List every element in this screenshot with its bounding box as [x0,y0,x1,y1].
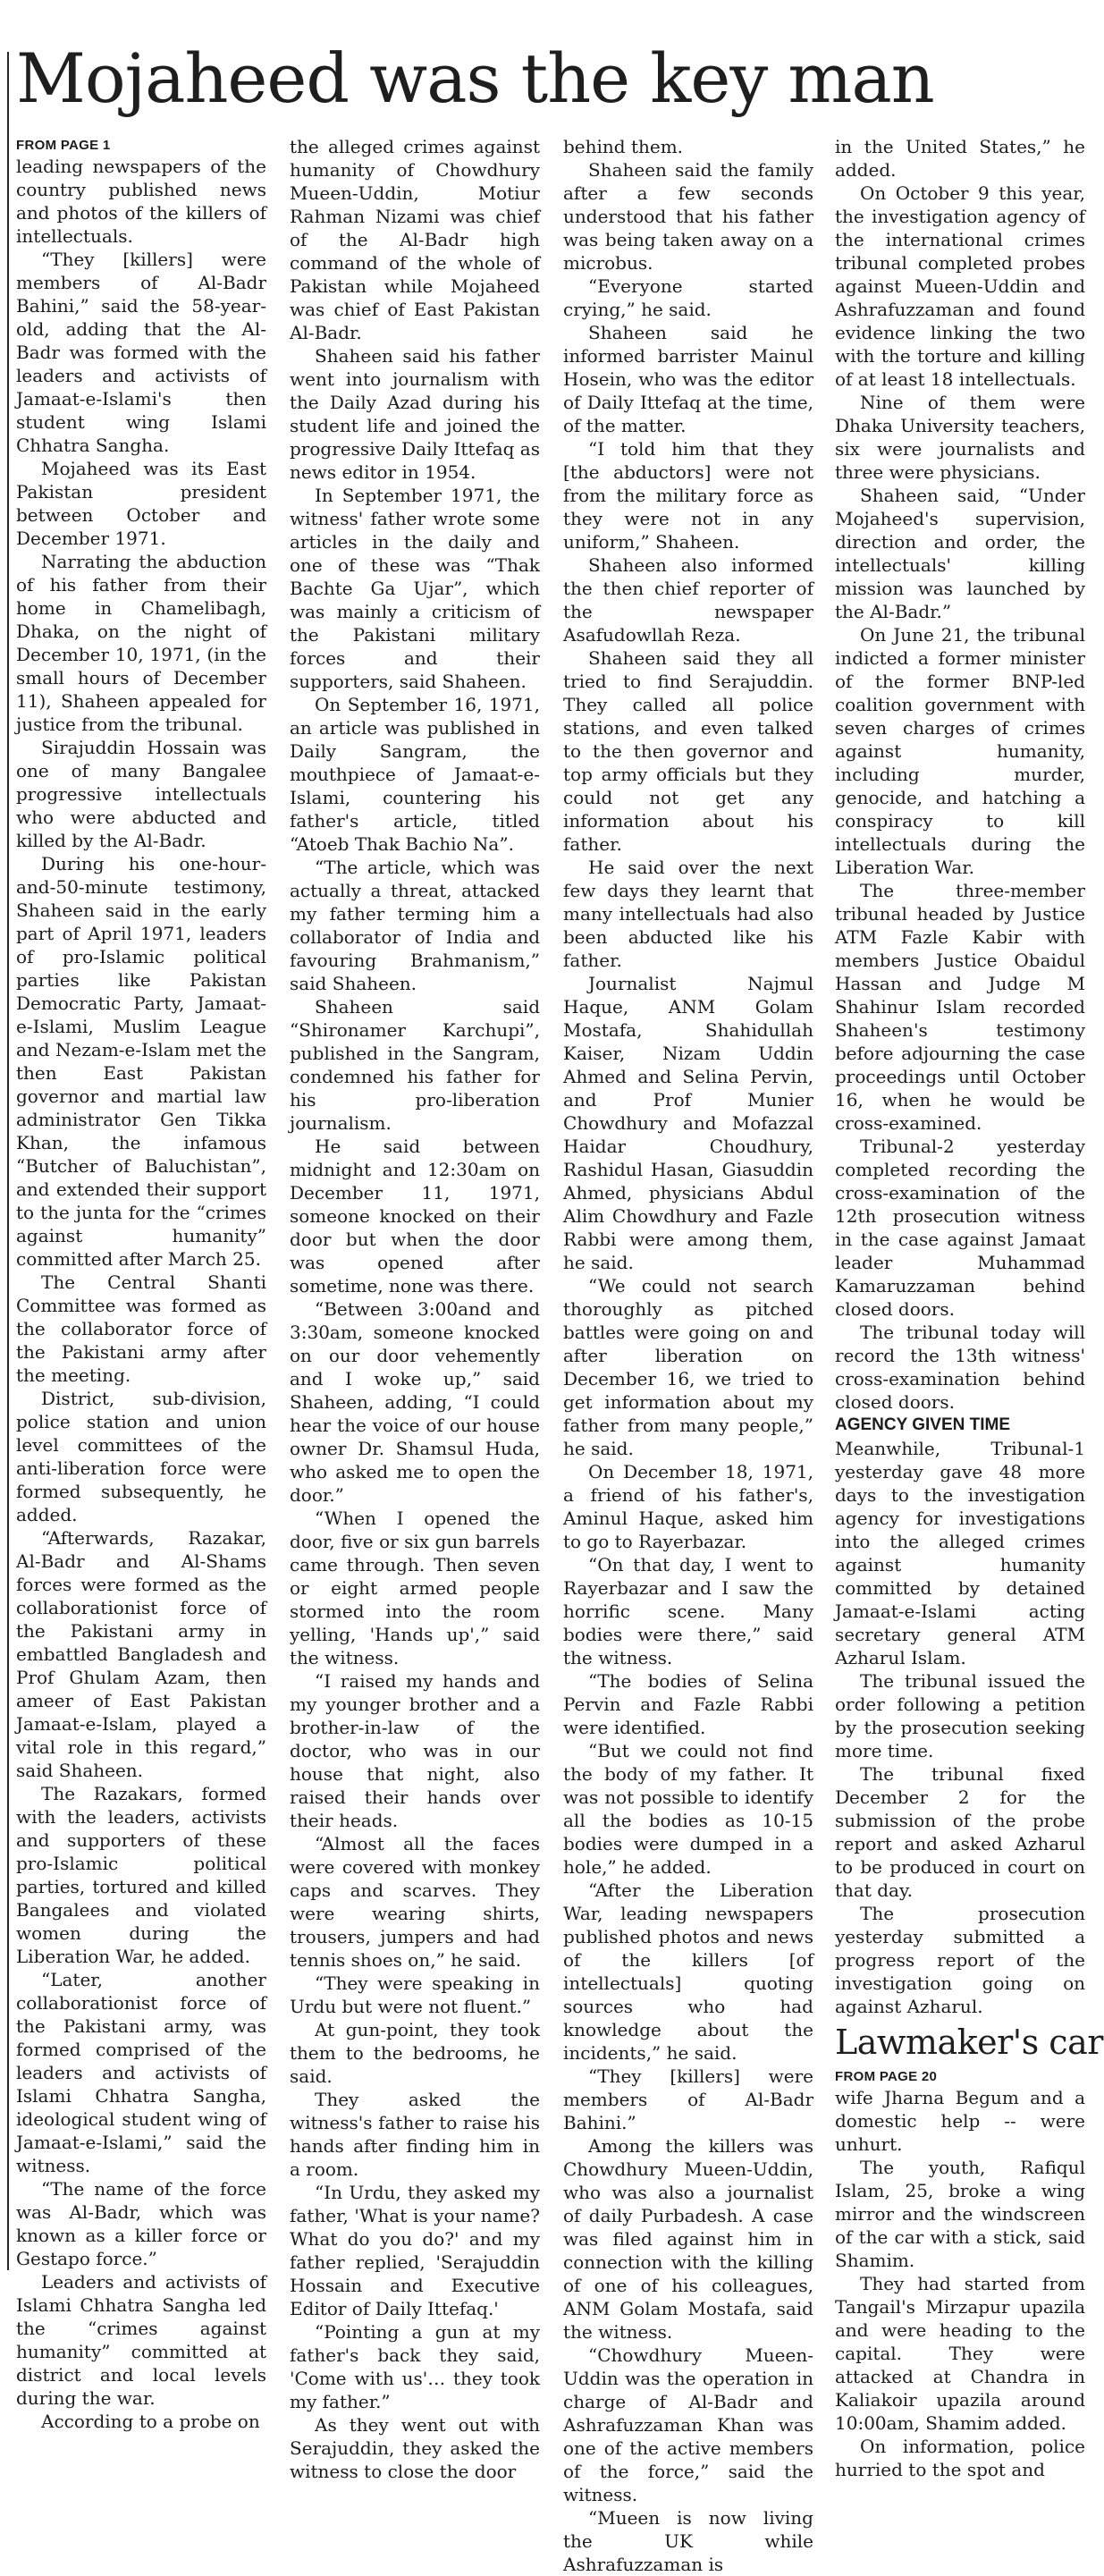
article-paragraph: They asked the witness's father to raise his hands after finding him in a room. [290,2089,540,2180]
article-paragraph: Mojaheed was its East Pakistan president between October and December 1971. [16,458,266,549]
article-paragraph: “In Urdu, they asked my father, 'What is your name? What do you do?' and my father replied, 'Serajuddin Hossain and Executive Editor of Daily Ittefaq.' [290,2182,540,2319]
article-paragraph: “Pointing a gun at my father's back they said, 'Come with us'… they took my father.” [290,2321,540,2412]
article-paragraph: Among the killers was Chowdhury Mueen-Uddin, who was also a journalist of daily Purbadesh. A case was filed against him in connection with the killing of one of his colleagues, ANM Golam Mostafa, said the witness. [563,2135,813,2343]
article-paragraph: On September 16, 1971, an article was published in Daily Sangram, the mouthpiece of Jamaat-e-Islami, countering his father's article, titled “Atoeb Thak Bachio Na”. [290,694,540,855]
subhead-agency-given-time: AGENCY GIVEN TIME [835,1415,1011,1434]
article-paragraph: The tribunal today will record the 13th witness' cross-examination behind closed doors. [835,1322,1085,1413]
second-story-headline: Lawmaker's car [835,2023,1103,2062]
article-paragraph: Leaders and activists of Islami Chhatra Sangha led the “crimes against humanity” committed at district and local levels during the war. [16,2271,266,2409]
article-paragraph: “Afterwards, Razakar, Al-Badr and Al-Shams forces were formed as the collaborationist force of the Pakistani army in embattled Bangladesh and Prof Ghulam Azam, then ameer of East Pakistan Jamaat-e-Islam, played a vital role in this regard,” said Shaheen. [16,1527,266,1781]
second-story-kicker: FROM PAGE 20 [835,2069,938,2084]
article-paragraph: On information, police hurried to the spot and [835,2436,1085,2480]
article-column-1 [16,135,266,2432]
article-paragraph: During his one-hour-and-50-minute testimony, Shaheen said in the early part of April 1971, leaders of pro-Islamic political parties like Pakistan Democratic Party, Jamaat-e-Islami, Muslim League and Nezam-e-Islam met the then East Pakistan governor and martial law administrator Gen Tikka Khan, the infamous “Butcher of Baluchistan”, and extended their support to the junta for the “crimes against humanity” committed after March 25. [16,853,266,1270]
article-paragraph: “The bodies of Selina Pervin and Fazle Rabbi were identified. [563,1670,813,1738]
article-paragraph: Narrating the abduction of his father from their home in Chamelibagh, Dhaka, on the night of December 10, 1971, (in the small hours of December 11), Shaheen appealed for justice from the tribunal. [16,551,266,735]
article-paragraph: behind them. [563,136,684,157]
article-paragraph: He said between midnight and 12:30am on December 11, 1971, someone knocked on their door but when the door was opened after sometime, none was there. [290,1136,540,1296]
article-paragraph: “We could not search thoroughly as pitched battles were going on and after liberation on December 16, we tried to get information about my father from many people,” he said. [563,1275,813,1459]
article-paragraph: Sirajuddin Hossain was one of many Bangalee progressive intellectuals who were abducted and killed by the Al-Badr. [16,737,266,851]
article-column-2 [290,135,540,2482]
article-paragraph: At gun-point, they took them to the bedrooms, he said. [290,2019,540,2087]
article-paragraph: “The article, which was actually a threat, attacked my father terming him a collaborator of India and favouring Brahmanism,” said Shaheen. [290,857,540,994]
article-paragraph: in the United States,” he added. [835,136,1085,181]
article-paragraph: Shaheen said, “Under Mojaheed's supervision, direction and order, the intellectuals' killing mission was launched by the Al-Badr.” [835,485,1085,622]
column-rule [7,52,9,2270]
article-paragraph: On June 21, the tribunal indicted a former minister of the former BNP-led coalition government with seven charges of crimes against humanity, including murder, genocide, and hatching a conspiracy to kill intellectuals during the Liberation War. [835,624,1085,878]
article-paragraph: On December 18, 1971, a friend of his father's, Aminul Haque, asked him to go to Rayerbazar. [563,1461,813,1552]
article-paragraph: “I told him that they [the abductors] were not from the military force as they were not in any uniform,” Shaheen. [563,438,813,553]
article-paragraph: the alleged crimes against humanity of Chowdhury Mueen-Uddin, Motiur Rahman Nizami was chief of the Al-Badr high command of the whole of Pakistan while Mojaheed was chief of East Pakistan Al-Badr. [290,136,540,343]
article-paragraph: leading newspapers of the country published news and photos of the killers of intellectuals. [16,156,266,247]
article-paragraph: Tribunal-2 yesterday completed recording the cross-examination of the 12th prosecution witness in the case against Jamaat leader Muhammad Kamaruzzaman behind closed doors. [835,1136,1085,1320]
article-paragraph: The youth, Rafiqul Islam, 25, broke a wing mirror and the windscreen of the car with a stick, said Shamim. [835,2157,1085,2271]
article-paragraph: Meanwhile, Tribunal-1 yesterday gave 48 more days to the investigation agency for investigations into the alleged crimes against humanity committed by detained Jamaat-e-Islami acting secretary general ATM Azharul Islam. [835,1438,1085,1668]
article-paragraph: The three-member tribunal headed by Justice ATM Fazle Kabir with members Justice Obaidul Hassan and Judge M Shahinur Islam recorded Shaheen's testimony before adjourning the case proceedings until October 16, when he would be cross-examined. [835,880,1085,1134]
article-paragraph: “After the Liberation War, leading newspapers published photos and news of the killers [of intellectuals] quoting sources who had knowledge about the incidents,” he said. [563,1879,813,2064]
article-paragraph: As they went out with Serajuddin, they asked the witness to close the door [290,2414,540,2482]
article-column-4 [835,135,1103,2480]
article-paragraph: “They [killers] were members of Al-Badr Bahini,” said the 58-year-old, adding that the Al-Badr was formed with the leaders and activists of Jamaat-e-Islami's then student wing Islami Chhatra Sangha. [16,249,266,456]
article-paragraph: “I raised my hands and my younger brother and a brother-in-law of the doctor, who was in our house that night, also raised their hands over their heads. [290,1670,540,1831]
article-paragraph: The tribunal fixed December 2 for the submission of the probe report and asked Azharul to be produced in court on that day. [835,1763,1085,1901]
article-paragraph: “They [killers] were members of Al-Badr Bahini.” [563,2065,813,2133]
article-paragraph: The Central Shanti Committee was formed as the collaborator force of the Pakistani army after the meeting. [16,1271,266,1386]
article-paragraph: “On that day, I went to Rayerbazar and I saw the horrific scene. Many bodies were there,” said the witness. [563,1554,813,1668]
from-page-kicker: FROM PAGE 1 [16,138,111,153]
article-paragraph: Shaheen said he informed barrister Mainul Hosein, who was the editor of Daily Ittefaq at the time, of the matter. [563,322,813,436]
article-paragraph: “Between 3:00and and 3:30am, someone knocked on our door vehemently and I woke up,” said Shaheen, adding, “I could hear the voice of our house owner Dr. Shamsul Huda, who asked me to open the door.” [290,1298,540,1506]
article-paragraph: “Mueen is now living the UK while Ashrafuzzaman is [563,2507,813,2575]
article-paragraph: Shaheen said “Shironamer Karchupi”, published in the Sangram, condemned his father for his pro-liberation journalism. [290,996,540,1134]
article-paragraph: The prosecution yesterday submitted a progress report of the investigation going on against Azharul. [835,1903,1085,2017]
article-paragraph: “The name of the force was Al-Badr, which was known as a killer force or Gestapo force.” [16,2178,266,2269]
article-paragraph: “Chowdhury Mueen-Uddin was the operation in charge of Al-Badr and Ashrafuzzaman Khan was one of the active members of the force,” said the witness. [563,2344,813,2505]
article-paragraph: Journalist Najmul Haque, ANM Golam Mostafa, Shahidullah Kaiser, Nizam Uddin Ahmed and Selina Pervin, and Prof Munier Chowdhury and Mofazzal Haidar Choudhury, Rashidul Hasan, Giasuddin Ahmed, physicians Abdul Alim Chowdhury and Fazle Rabbi were among them, he said. [563,973,813,1273]
article-paragraph: “When I opened the door, five or six gun barrels came through. Then seven or eight armed people stormed into the room yelling, 'Hands up',” said the witness. [290,1508,540,1668]
article-paragraph: “But we could not find the body of my father. It was not possible to identify all the bodies as 10-15 bodies were dumped in a hole,” he added. [563,1740,813,1878]
article-paragraph: He said over the next few days they learnt that many intellectuals had also been abducted like his father. [563,857,813,971]
article-paragraph: “Everyone started crying,” he said. [563,275,813,320]
article-paragraph: Shaheen said the family after a few seconds understood that his father was being taken away on a microbus. [563,159,813,274]
article-paragraph: Shaheen said his father went into journalism with the Daily Azad during his student life and joined the progressive Daily Ittefaq as news editor in 1954. [290,345,540,483]
article-paragraph: According to a probe on [41,2411,260,2432]
article-paragraph: The tribunal issued the order following a petition by the prosecution seeking more time. [835,1670,1085,1761]
article-paragraph: District, sub-division, police station and union level committees of the anti-liberation force were formed subsequently, he added. [16,1388,266,1525]
article-paragraph: Shaheen also informed the then chief reporter of the newspaper Asafudowllah Reza. [563,554,813,646]
article-column-3 [563,135,813,2575]
headline: Mojaheed was the key man [16,38,934,118]
article-paragraph: “They were speaking in Urdu but were not fluent.” [290,1972,540,2017]
article-paragraph: The Razakars, formed with the leaders, activists and supporters of these pro-Islamic political parties, tortured and killed Bangalees and violated women during the Liberation War, he added. [16,1783,266,1967]
article-paragraph: wife Jharna Begum and a domestic help -- were unhurt. [835,2087,1085,2155]
article-paragraph: Shaheen said they all tried to find Serajuddin. They called all police stations, and even talked to the then governor and top army officials but they could not get any information about his father. [563,647,813,855]
article-paragraph: They had started from Tangail's Mirzapur upazila and were heading to the capital. They were attacked at Chandra in Kaliakoir upazila around 10:00am, Shamim added. [835,2273,1085,2434]
article-paragraph: Nine of them were Dhaka University teachers, six were journalists and three were physicians. [835,392,1085,483]
article-paragraph: On October 9 this year, the investigation agency of the international crimes tribunal completed probes against Mueen-Uddin and Ashrafuzzaman and found evidence linking the two with the torture and killing of at least 18 intellectuals. [835,182,1085,390]
article-paragraph: “Later, another collaborationist force of the Pakistani army, was formed comprised of the leaders and activists of Islami Chhatra Sangha, ideological student wing of Jamaat-e-Islami,” said the witness. [16,1969,266,2176]
article-paragraph: “Almost all the faces were covered with monkey caps and scarves. They were wearing shirts, trousers, jumpers and had tennis shoes on,” he said. [290,1833,540,1971]
article-paragraph: In September 1971, the witness' father wrote some articles in the daily and one of these was “Thak Bachte Ga Ujar”, which was mainly a criticism of the Pakistani military forces and their supporters, said Shaheen. [290,485,540,692]
